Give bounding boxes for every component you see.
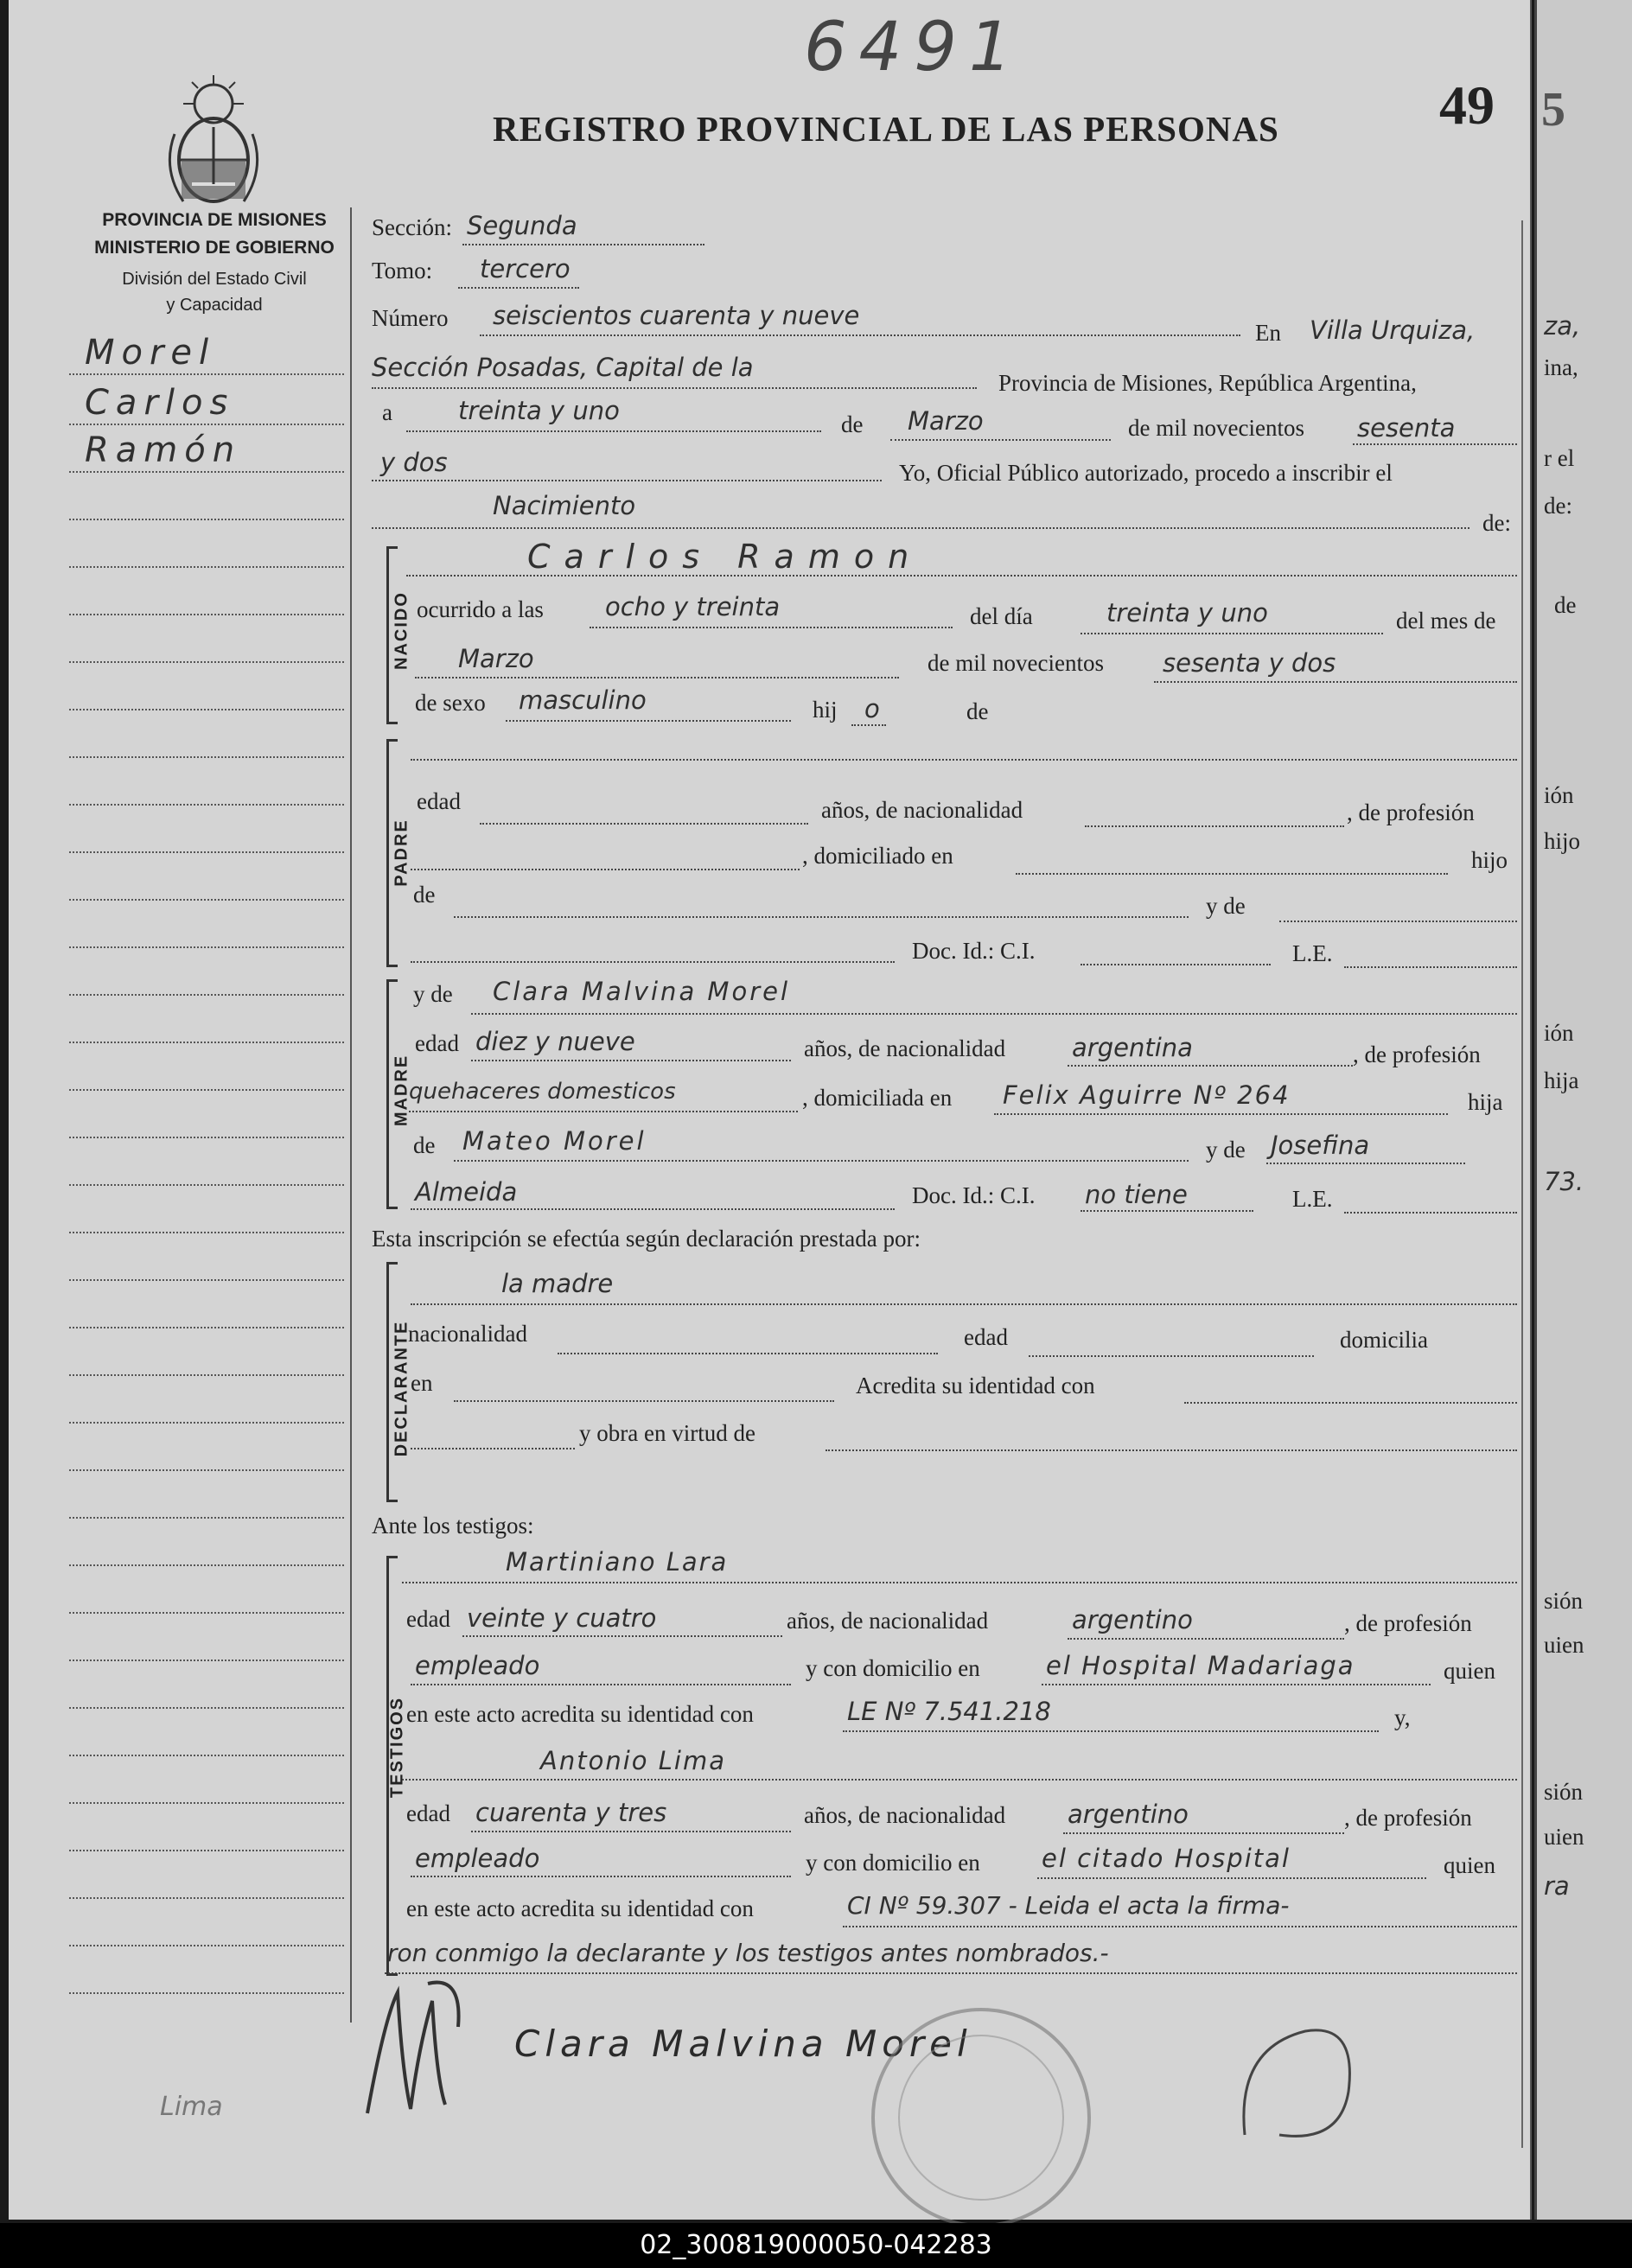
seccion-value: Segunda <box>467 211 577 240</box>
madre-profesion: quehaceres domesticos <box>409 1079 676 1105</box>
madre-padre: Mateo Morel <box>462 1126 647 1156</box>
del-mes-label: del mes de <box>1396 608 1496 634</box>
next-page-fragment: hija <box>1544 1067 1579 1093</box>
t1-profesion: empleado <box>415 1651 540 1680</box>
a-label: a <box>382 399 392 425</box>
next-page-fragment: sión <box>1544 1588 1584 1614</box>
madre-edad-label: edad <box>415 1030 459 1056</box>
official-signature-loop <box>1227 2014 1366 2157</box>
next-page-fragment: ión <box>1544 782 1574 808</box>
ocurrido-label: ocurrido a las <box>417 596 544 622</box>
t1-domicilio: el Hospital Madariaga <box>1046 1651 1355 1680</box>
hora-value: ocho y treinta <box>605 592 781 621</box>
nacido-anio: sesenta y dos <box>1163 648 1336 678</box>
padre-anios-label: años, de nacionalidad <box>821 797 1023 823</box>
madre-edad: diez y nueve <box>475 1027 635 1056</box>
fecha-anio-cont: y dos <box>380 448 448 477</box>
nombre-nacido: Carlos Ramon <box>527 538 923 576</box>
t2-domicilio-label: y con domicilio en <box>806 1850 980 1876</box>
madre-anios-label: años, de nacionalidad <box>804 1035 1006 1061</box>
official-seal-stamp <box>843 1988 1119 2234</box>
declarante-edad-label: edad <box>964 1324 1008 1350</box>
hij-suffix: o <box>864 694 880 723</box>
hij-label: hij <box>813 697 838 723</box>
t1-profesion-label: , de profesión <box>1344 1610 1472 1636</box>
tomo-value: tercero <box>480 254 571 284</box>
padre-le-label: L.E. <box>1292 940 1333 966</box>
t1-edad: veinte y cuatro <box>467 1603 657 1633</box>
declarante-en-label: en <box>411 1370 433 1396</box>
org-ministry: MINISTERIO DE GOBIERNO <box>94 238 335 258</box>
next-page-fragment: sión <box>1544 1779 1584 1805</box>
t2-profesion-label: , de profesión <box>1344 1805 1472 1831</box>
declaracion-label: Esta inscripción se efectúa según declaración prestada por: <box>372 1226 921 1252</box>
next-page-fragment: uien <box>1544 1824 1584 1850</box>
t2-nombre: Antonio Lima <box>540 1746 726 1775</box>
next-page-fragment: de: <box>1544 493 1572 519</box>
madre-hija-label: hija <box>1468 1089 1503 1115</box>
next-page-fragment: de <box>1554 592 1577 618</box>
declarante-section-label: DECLARANTE <box>392 1320 411 1457</box>
provincia-label: Provincia de Misiones, República Argentina, <box>998 370 1417 396</box>
t2-edad: cuarenta y tres <box>475 1798 667 1827</box>
madre-domiciliada-label: , domiciliada en <box>802 1085 953 1111</box>
fecha-dia: treinta y uno <box>458 396 620 425</box>
madre-ci: no tiene <box>1085 1180 1188 1209</box>
edge-number: 5 <box>1541 83 1565 137</box>
nacido-section-label: NACIDO <box>392 591 411 670</box>
padre-doc-label: Doc. Id.: C.I. <box>912 938 1036 964</box>
sexo-value: masculino <box>519 685 647 715</box>
t2-acredita-label: en este acto acredita su identidad con <box>406 1895 754 1921</box>
madre-domicilio: Felix Aguirre Nº 264 <box>1003 1080 1291 1110</box>
sexo-label: de sexo <box>415 690 486 716</box>
page-number: 49 <box>1439 74 1495 136</box>
signature-left: Lima <box>160 2092 223 2122</box>
madre-yde-label: y de <box>413 981 453 1007</box>
declarante-acredita-label: Acredita su identidad con <box>856 1373 1095 1398</box>
t1-quien-label: quien <box>1444 1658 1495 1684</box>
fecha-mes: Marzo <box>908 406 984 436</box>
next-page-fragment: ina, <box>1544 354 1578 380</box>
next-page-fragment: ión <box>1544 1020 1574 1046</box>
t2-domicilio: el citado Hospital <box>1042 1844 1291 1873</box>
form-right-border <box>1521 220 1523 2148</box>
t2-nacionalidad: argentino <box>1068 1800 1189 1829</box>
madre-section-label: MADRE <box>392 1054 411 1127</box>
madre-doc-label: Doc. Id.: C.I. <box>912 1182 1036 1208</box>
numero-label: Número <box>372 305 449 331</box>
madre-nombre: Clara Malvina Morel <box>493 977 791 1006</box>
nacido-de-label: de <box>966 698 989 724</box>
madre-le-label: L.E. <box>1292 1186 1333 1212</box>
del-dia-label: del día <box>970 603 1033 629</box>
madre-nacionalidad: argentina <box>1072 1033 1193 1062</box>
margin-second-name: Ramón <box>85 430 242 470</box>
page-title: REGISTRO PROVINCIAL DE LAS PERSONAS <box>493 109 1279 149</box>
oficial-label: Yo, Oficial Público autorizado, procedo a inscribir el <box>899 460 1393 486</box>
margin-surname: Morel <box>85 333 216 373</box>
madre-madre1: Josefina <box>1271 1131 1370 1160</box>
padre-edad-label: edad <box>417 788 461 814</box>
padre-yde-label: y de <box>1206 893 1246 919</box>
next-page-fragment: za, <box>1544 311 1581 341</box>
t2-quien-label: quien <box>1444 1852 1495 1878</box>
t2-edad-label: edad <box>406 1800 450 1826</box>
next-page-fragment: r el <box>1544 445 1575 471</box>
en-label: En <box>1255 320 1281 346</box>
nacido-mes: Marzo <box>458 644 534 673</box>
t1-nacionalidad: argentino <box>1072 1605 1193 1634</box>
madre-madre2: Almeida <box>415 1177 518 1207</box>
stamp-number: 6491 <box>804 9 1024 86</box>
testigos-label: Ante los testigos: <box>372 1513 534 1539</box>
official-signature-mark <box>350 1966 488 2135</box>
declarante-domicilia-label: domicilia <box>1340 1327 1428 1353</box>
next-page-fragment: uien <box>1544 1632 1584 1658</box>
fecha-de-label: de <box>841 411 864 437</box>
declarante-nacionalidad-label: nacionalidad <box>408 1321 527 1347</box>
next-page-fragment: ra <box>1544 1871 1570 1901</box>
t1-anios-label: años, de nacionalidad <box>787 1608 989 1634</box>
signature-madre: Clara Malvina Morel <box>514 2023 972 2065</box>
testigos-section-label: TESTIGOS <box>387 1696 407 1799</box>
margin-divider <box>350 207 352 2023</box>
seccion-label: Sección: <box>372 214 452 240</box>
padre-domiciliado-label: , domiciliado en <box>802 843 953 869</box>
registry-page <box>9 0 1532 2220</box>
t1-domicilio-label: y con domicilio en <box>806 1655 980 1681</box>
nacido-mil-label: de mil novecientos <box>928 650 1104 676</box>
madre-profesion-label: , de profesión <box>1353 1042 1481 1067</box>
scan-footer-id: 02_300819000050-042283 <box>0 2223 1632 2268</box>
adjacent-page <box>1534 0 1632 2220</box>
madre-de-label: de <box>413 1132 436 1158</box>
t2-doc: CI Nº 59.307 - Leida el acta la firma- <box>847 1891 1290 1920</box>
t2-profesion: empleado <box>415 1844 540 1873</box>
madre-yde2-label: y de <box>1206 1137 1246 1163</box>
numero-value: seiscientos cuarenta y nueve <box>493 301 860 330</box>
nacido-dia: treinta y uno <box>1106 598 1268 628</box>
de-colon-label: de: <box>1482 510 1511 536</box>
t2-anios-label: años, de nacionalidad <box>804 1802 1006 1828</box>
padre-profesion-label: , de profesión <box>1347 800 1475 825</box>
padre-hijo-label: hijo <box>1471 847 1508 873</box>
org-capacity: y Capacidad <box>166 296 263 315</box>
next-page-fragment: hijo <box>1544 828 1581 854</box>
t1-edad-label: edad <box>406 1606 450 1632</box>
next-page-fragment: 73. <box>1544 1167 1584 1196</box>
tomo-label: Tomo: <box>372 258 433 284</box>
fecha-anio: sesenta <box>1357 413 1456 443</box>
t1-y-label: y, <box>1394 1704 1411 1730</box>
margin-first-name: Carlos <box>85 383 235 423</box>
org-province: PROVINCIA DE MISIONES <box>102 210 327 230</box>
en-value: Villa Urquiza, <box>1310 315 1476 345</box>
acto-value: Nacimiento <box>493 491 636 520</box>
t1-doc: LE Nº 7.541.218 <box>847 1697 1051 1726</box>
declarante-virtud-label: y obra en virtud de <box>579 1420 755 1446</box>
padre-de-label: de <box>413 882 436 908</box>
t1-nombre: Martiniano Lara <box>506 1547 729 1577</box>
coat-of-arms-icon <box>157 73 270 212</box>
org-division: División del Estado Civil <box>122 270 307 289</box>
t1-acredita-label: en este acto acredita su identidad con <box>406 1701 754 1727</box>
mil-label: de mil novecientos <box>1128 415 1304 441</box>
declarante-nombre: la madre <box>501 1269 614 1298</box>
padre-section-label: PADRE <box>392 819 411 887</box>
closing-text: ron conmigo la declarante y los testigos antes nombrados.- <box>387 1939 1109 1967</box>
lugar-value: Sección Posadas, Capital de la <box>372 353 754 382</box>
